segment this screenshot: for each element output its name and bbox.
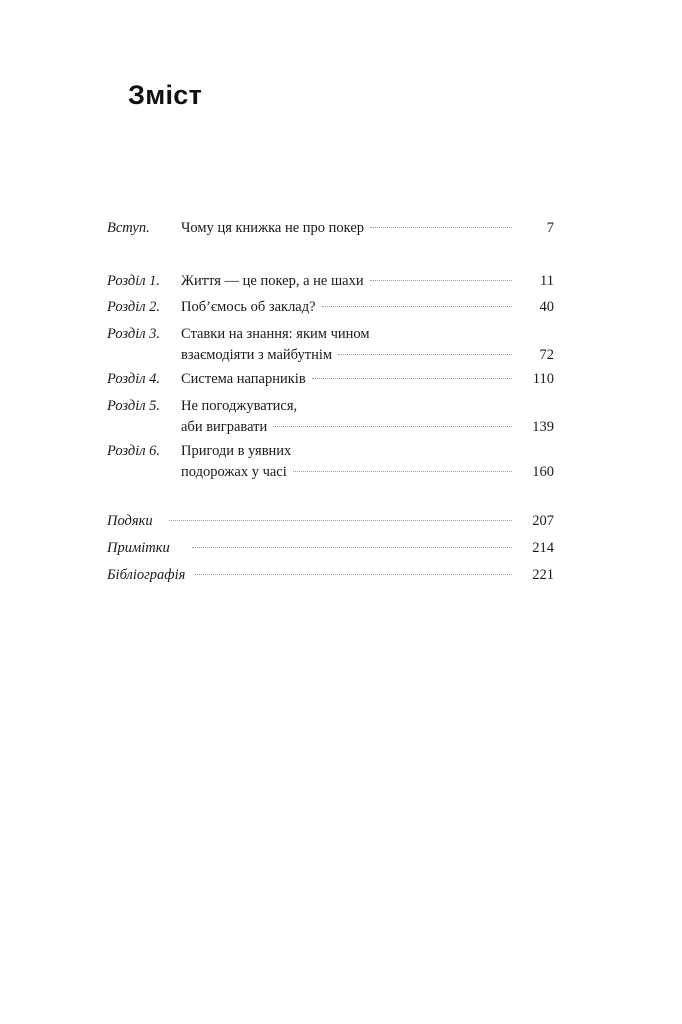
toc-entry-title: Бібліографія: [107, 567, 186, 583]
toc-entry-label: Вступ.: [107, 220, 150, 236]
dot-leader: [273, 425, 512, 427]
toc-page-number: 11: [540, 273, 554, 289]
dot-leader: [370, 279, 512, 281]
toc-page-number: 207: [532, 513, 554, 529]
toc-page-number: 214: [532, 540, 554, 556]
toc-entry-label: Розділ 5.: [107, 398, 161, 414]
toc-page-number: 221: [532, 567, 554, 583]
toc-entry-title-continued: аби вигравати: [181, 419, 268, 435]
toc-entry-title-continued: подорожах у часі: [181, 464, 287, 480]
toc-page-number: 139: [532, 419, 554, 435]
toc-entry-label: Розділ 6.: [107, 443, 161, 459]
dot-leader: [370, 226, 512, 228]
toc-page-number: 7: [546, 220, 554, 236]
toc-entry-label: Розділ 3.: [107, 326, 161, 342]
toc-entry-title: Система напарників: [181, 371, 306, 387]
toc-page-number: 72: [539, 347, 554, 363]
toc-page-number: 160: [532, 464, 554, 480]
dot-leader: [195, 573, 512, 575]
toc-entry-title: Подяки: [107, 513, 153, 529]
toc-entry-label: Розділ 4.: [107, 371, 161, 387]
toc-entry-title: Примітки: [107, 540, 170, 556]
toc-entry-title: Ставки на знання: яким чином: [181, 326, 370, 342]
toc-entry-title: Життя — це покер, а не шахи: [181, 273, 364, 289]
toc-entry-label: Розділ 2.: [107, 299, 161, 315]
toc-entry-label: Розділ 1.: [107, 273, 161, 289]
dot-leader: [192, 546, 512, 548]
toc-entry-title: Поб’ємось об заклад?: [181, 299, 316, 315]
toc-entry-title-continued: взаємодіяти з майбутнім: [181, 347, 333, 363]
page-title: Зміст: [128, 80, 203, 110]
dot-leader: [293, 470, 512, 472]
dot-leader: [169, 519, 512, 521]
toc-page-number: 40: [539, 299, 554, 315]
toc-entry-title: Пригоди в уявних: [181, 443, 292, 459]
dot-leader: [312, 377, 512, 379]
dot-leader: [338, 353, 512, 355]
toc-page-number: 110: [532, 371, 554, 387]
dot-leader: [322, 305, 512, 307]
toc-entry-title: Не погоджуватися,: [181, 398, 298, 414]
toc-entry-title: Чому ця книжка не про покер: [181, 220, 365, 236]
